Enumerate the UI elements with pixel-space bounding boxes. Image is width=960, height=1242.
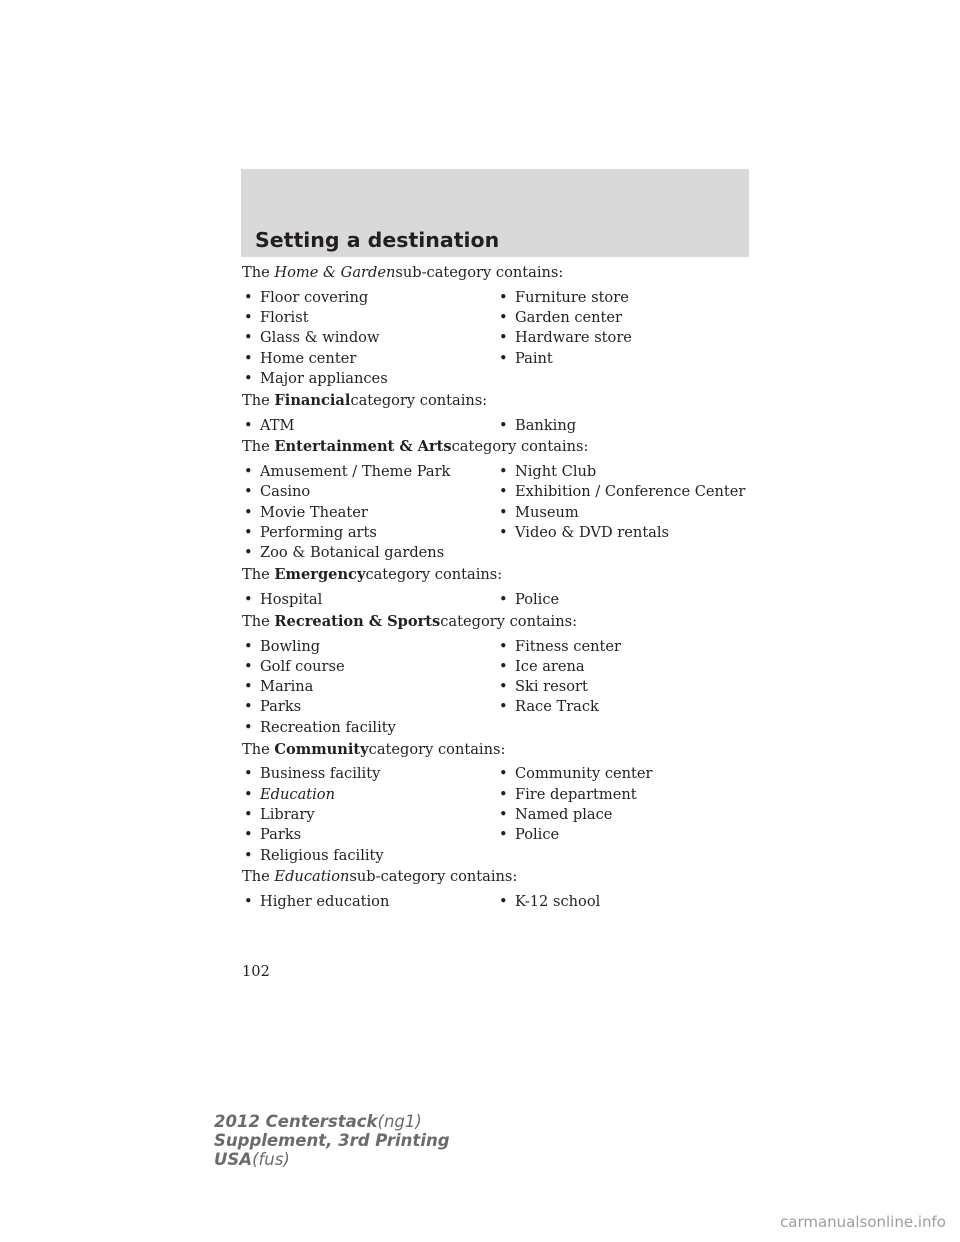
- bullet-icon: •: [244, 369, 253, 387]
- bullet-icon: •: [244, 718, 253, 736]
- category-intro: [242, 612, 762, 632]
- list-item: [244, 543, 499, 563]
- list-item: [244, 697, 499, 717]
- bullet-icon: •: [244, 637, 253, 655]
- list-item: [244, 308, 499, 328]
- list-item: [244, 349, 499, 369]
- list-item: [244, 785, 499, 805]
- list-item: [244, 288, 499, 308]
- bullet-icon: •: [499, 463, 508, 481]
- item-list-left: [242, 637, 499, 738]
- intro-suffix: category contains:: [350, 391, 488, 409]
- category-content: [242, 263, 762, 914]
- category-intro: [242, 565, 762, 585]
- bullet-icon: •: [244, 309, 253, 327]
- category-intro: [242, 391, 762, 411]
- category-item-columns: [242, 416, 762, 436]
- category-intro: [242, 867, 762, 887]
- category-item-columns: [242, 764, 762, 865]
- list-item-label: Movie Theater: [260, 503, 368, 521]
- section-header-bar: [241, 169, 749, 257]
- item-list-right: [499, 416, 754, 436]
- list-item: [499, 677, 754, 697]
- intro-prefix: The: [242, 438, 275, 456]
- list-item: [499, 892, 754, 912]
- intro-prefix: The: [242, 566, 275, 584]
- bullet-icon: •: [244, 288, 253, 306]
- bullet-icon: •: [499, 416, 508, 434]
- intro-suffix: category contains:: [368, 740, 506, 758]
- bullet-icon: •: [499, 826, 508, 844]
- list-item: [244, 328, 499, 348]
- list-item: [499, 349, 754, 369]
- category-name: Community: [274, 740, 369, 758]
- bullet-icon: •: [244, 657, 253, 675]
- category-item-columns: [242, 590, 762, 610]
- list-item-label: Night Club: [515, 463, 597, 481]
- list-item: [244, 369, 499, 389]
- list-item: [244, 805, 499, 825]
- list-item-label: ATM: [260, 416, 295, 434]
- list-item-label: Major appliances: [260, 369, 388, 387]
- footer-model: 2012 Centerstack: [214, 1112, 378, 1131]
- list-item-label: Recreation facility: [260, 718, 396, 736]
- list-item-label: Casino: [260, 483, 311, 501]
- list-item-label: Library: [260, 805, 315, 823]
- bullet-icon: •: [244, 544, 253, 562]
- list-item-label: Parks: [260, 698, 302, 716]
- bullet-icon: •: [499, 590, 508, 608]
- print-footer: [214, 1112, 450, 1169]
- list-item: [499, 523, 754, 543]
- list-item-label: Business facility: [260, 765, 381, 783]
- item-list-left: [242, 590, 499, 610]
- list-item: [499, 590, 754, 610]
- item-list-right: [499, 764, 754, 865]
- list-item: [499, 657, 754, 677]
- list-item: [244, 764, 499, 784]
- intro-prefix: The: [242, 264, 275, 281]
- list-item-label: Ski resort: [515, 678, 588, 696]
- category-item-columns: [242, 892, 762, 912]
- bullet-icon: •: [244, 698, 253, 716]
- bullet-icon: •: [244, 503, 253, 521]
- item-list-left: [242, 764, 499, 865]
- list-item: [244, 590, 499, 610]
- footer-market: USA: [214, 1150, 253, 1169]
- list-item-label: Marina: [260, 678, 314, 696]
- page-title: Setting a destination: [255, 228, 500, 252]
- list-item-label: Home center: [260, 349, 357, 367]
- list-item-label: Garden center: [515, 309, 623, 327]
- list-item: [499, 328, 754, 348]
- intro-suffix: category contains:: [440, 612, 578, 630]
- intro-prefix: The: [242, 391, 275, 409]
- footer-line-2: Supplement, 3rd Printing: [214, 1131, 450, 1150]
- bullet-icon: •: [499, 698, 508, 716]
- intro-prefix: The: [242, 868, 275, 886]
- bullet-icon: •: [244, 349, 253, 367]
- bullet-icon: •: [499, 678, 508, 696]
- list-item-label: Floor covering: [260, 288, 369, 306]
- bullet-icon: •: [499, 288, 508, 306]
- bullet-icon: •: [499, 765, 508, 783]
- bullet-icon: •: [499, 893, 508, 911]
- category-name: Financial: [274, 391, 351, 409]
- list-item-label: Banking: [515, 416, 577, 434]
- list-item: [499, 697, 754, 717]
- intro-suffix: category contains:: [365, 566, 503, 584]
- list-item-label: Named place: [515, 805, 613, 823]
- category-name: Home & Garden: [274, 264, 396, 281]
- list-item: [244, 657, 499, 677]
- bullet-icon: •: [499, 329, 508, 347]
- list-item-label: Ice arena: [515, 657, 585, 675]
- bullet-icon: •: [244, 483, 253, 501]
- bullet-icon: •: [244, 826, 253, 844]
- bullet-icon: •: [244, 846, 253, 864]
- bullet-icon: •: [499, 524, 508, 542]
- site-watermark: carmanualsonline.info: [780, 1213, 946, 1231]
- list-item: [244, 637, 499, 657]
- intro-prefix: The: [242, 740, 275, 758]
- item-list-right: [499, 590, 754, 610]
- list-item: [244, 503, 499, 523]
- item-list-left: [242, 892, 499, 912]
- list-item-label: Amusement / Theme Park: [260, 463, 451, 481]
- bullet-icon: •: [244, 805, 253, 823]
- category-intro: [242, 740, 762, 760]
- list-item-label: Higher education: [260, 893, 390, 911]
- footer-market-code: (fus): [252, 1150, 290, 1169]
- page-number: 102: [242, 963, 270, 980]
- bullet-icon: •: [499, 309, 508, 327]
- item-list-left: [242, 462, 499, 563]
- footer-line-3: [214, 1150, 450, 1169]
- category-name: Emergency: [274, 566, 366, 584]
- item-list-right: [499, 637, 754, 738]
- list-item-label: Hardware store: [515, 329, 632, 347]
- list-item: [499, 805, 754, 825]
- list-item-label: Fire department: [515, 785, 637, 803]
- list-item-label: Hospital: [260, 590, 323, 608]
- category-name: Recreation & Sports: [274, 612, 441, 630]
- intro-suffix: sub-category contains:: [395, 264, 564, 281]
- list-item: [499, 637, 754, 657]
- item-list-right: [499, 288, 754, 389]
- list-item: [244, 892, 499, 912]
- list-item: [244, 482, 499, 502]
- intro-suffix: category contains:: [451, 438, 589, 456]
- list-item-label: Golf course: [260, 657, 345, 675]
- category-name: Education: [274, 868, 350, 886]
- list-item-label: Zoo & Botanical gardens: [260, 544, 445, 562]
- list-item: [244, 846, 499, 866]
- bullet-icon: •: [244, 524, 253, 542]
- bullet-icon: •: [244, 416, 253, 434]
- item-list-right: [499, 892, 754, 912]
- list-item-label: Performing arts: [260, 524, 377, 542]
- list-item-label: Community center: [515, 765, 653, 783]
- list-item-label: Video & DVD rentals: [515, 524, 670, 542]
- list-item: [499, 308, 754, 328]
- list-item-label: Furniture store: [515, 288, 629, 306]
- list-item-label: Paint: [515, 349, 553, 367]
- item-list-left: [242, 416, 499, 436]
- bullet-icon: •: [499, 637, 508, 655]
- list-item-label: Florist: [260, 309, 309, 327]
- list-item-label: Exhibition / Conference Center: [515, 483, 746, 501]
- list-item-label: Religious facility: [260, 846, 384, 864]
- list-item-label: K-12 school: [515, 893, 601, 911]
- bullet-icon: •: [244, 329, 253, 347]
- bullet-icon: •: [244, 765, 253, 783]
- item-list-left: [242, 288, 499, 389]
- intro-suffix: sub-category contains:: [349, 868, 518, 886]
- list-item: [244, 462, 499, 482]
- list-item-label: Museum: [515, 503, 579, 521]
- list-item-label: Education: [260, 785, 335, 803]
- list-item: [499, 462, 754, 482]
- list-item-label: Bowling: [260, 637, 321, 655]
- bullet-icon: •: [499, 657, 508, 675]
- bullet-icon: •: [499, 785, 508, 803]
- bullet-icon: •: [244, 785, 253, 803]
- list-item-label: Police: [515, 826, 560, 844]
- list-item-label: Parks: [260, 826, 302, 844]
- footer-line-1: [214, 1112, 450, 1131]
- bullet-icon: •: [499, 349, 508, 367]
- list-item-label: Police: [515, 590, 560, 608]
- category-intro: [242, 263, 762, 283]
- bullet-icon: •: [499, 483, 508, 501]
- category-item-columns: [242, 462, 762, 563]
- intro-prefix: The: [242, 612, 275, 630]
- list-item: [244, 677, 499, 697]
- list-item-label: Fitness center: [515, 637, 621, 655]
- list-item: [499, 416, 754, 436]
- category-intro: [242, 437, 762, 457]
- list-item: [499, 764, 754, 784]
- bullet-icon: •: [244, 893, 253, 911]
- list-item-label: Glass & window: [260, 329, 380, 347]
- list-item: [499, 825, 754, 845]
- list-item: [499, 503, 754, 523]
- list-item: [499, 288, 754, 308]
- bullet-icon: •: [244, 590, 253, 608]
- list-item: [244, 718, 499, 738]
- item-list-right: [499, 462, 754, 563]
- list-item-label: Race Track: [515, 698, 599, 716]
- category-item-columns: [242, 637, 762, 738]
- bullet-icon: •: [244, 463, 253, 481]
- list-item: [244, 523, 499, 543]
- category-item-columns: [242, 288, 762, 389]
- list-item: [499, 785, 754, 805]
- list-item: [499, 482, 754, 502]
- list-item: [244, 825, 499, 845]
- list-item: [244, 416, 499, 436]
- category-name: Entertainment & Arts: [274, 438, 452, 456]
- footer-model-code: (ng1): [377, 1112, 422, 1131]
- bullet-icon: •: [499, 805, 508, 823]
- bullet-icon: •: [499, 503, 508, 521]
- bullet-icon: •: [244, 678, 253, 696]
